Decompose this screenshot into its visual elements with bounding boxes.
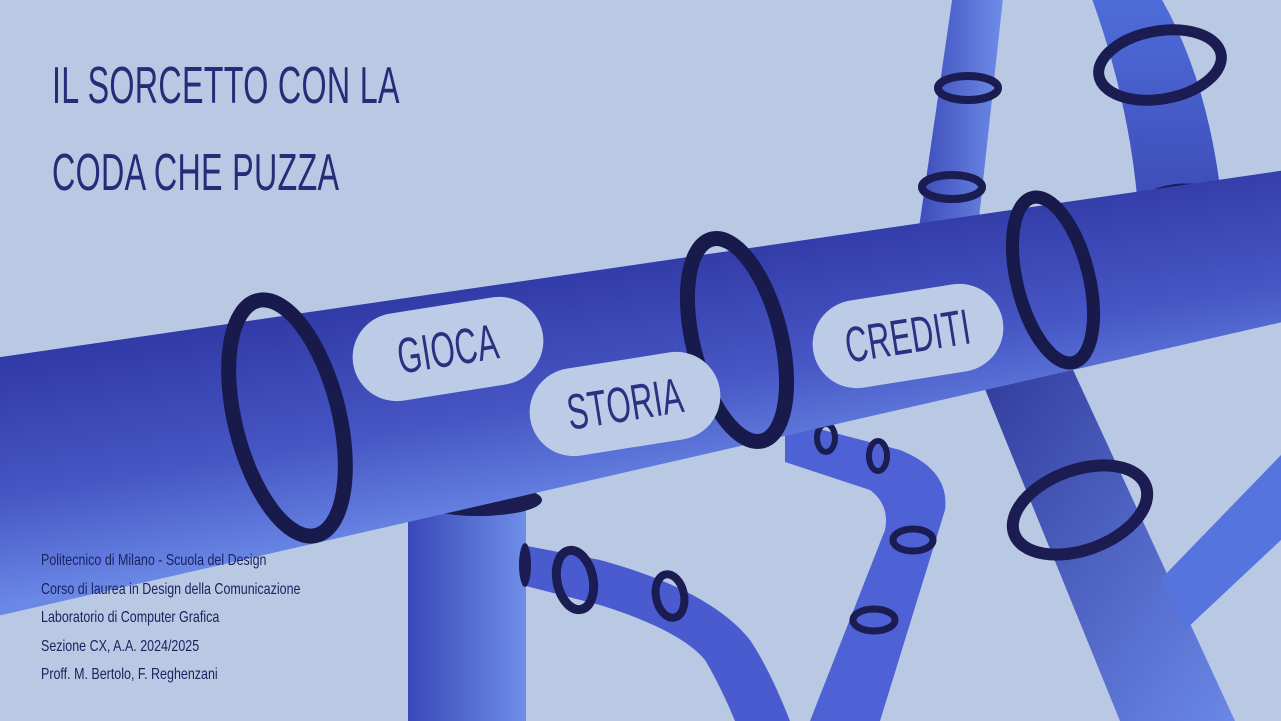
- credits-line-degree: Corso di laurea in Design della Comunicazione: [41, 580, 301, 598]
- pipe-thin-bend: [785, 420, 945, 721]
- credits-button-label: CREDITI: [841, 298, 975, 374]
- credits-line-section: Sezione CX, A.A. 2024/2025: [41, 637, 200, 655]
- play-button-label: GIOCA: [393, 313, 503, 385]
- credits-line-university: Politecnico di Milano - Scuola del Design: [41, 552, 267, 569]
- story-button-label: STORIA: [562, 367, 688, 441]
- game-title-line-1: IL SORCETTO CON LA: [52, 57, 400, 115]
- pipe-small-curve: [519, 543, 790, 721]
- credits-line-lab: Laboratorio di Computer Grafica: [41, 609, 220, 626]
- credits-line-professors: Proff. M. Bertolo, F. Reghenzani: [41, 666, 218, 683]
- pipe-bottom-left: [408, 484, 542, 721]
- course-credits: [41, 547, 374, 690]
- game-title-line-2: CODA CHE PUZZA: [52, 144, 340, 202]
